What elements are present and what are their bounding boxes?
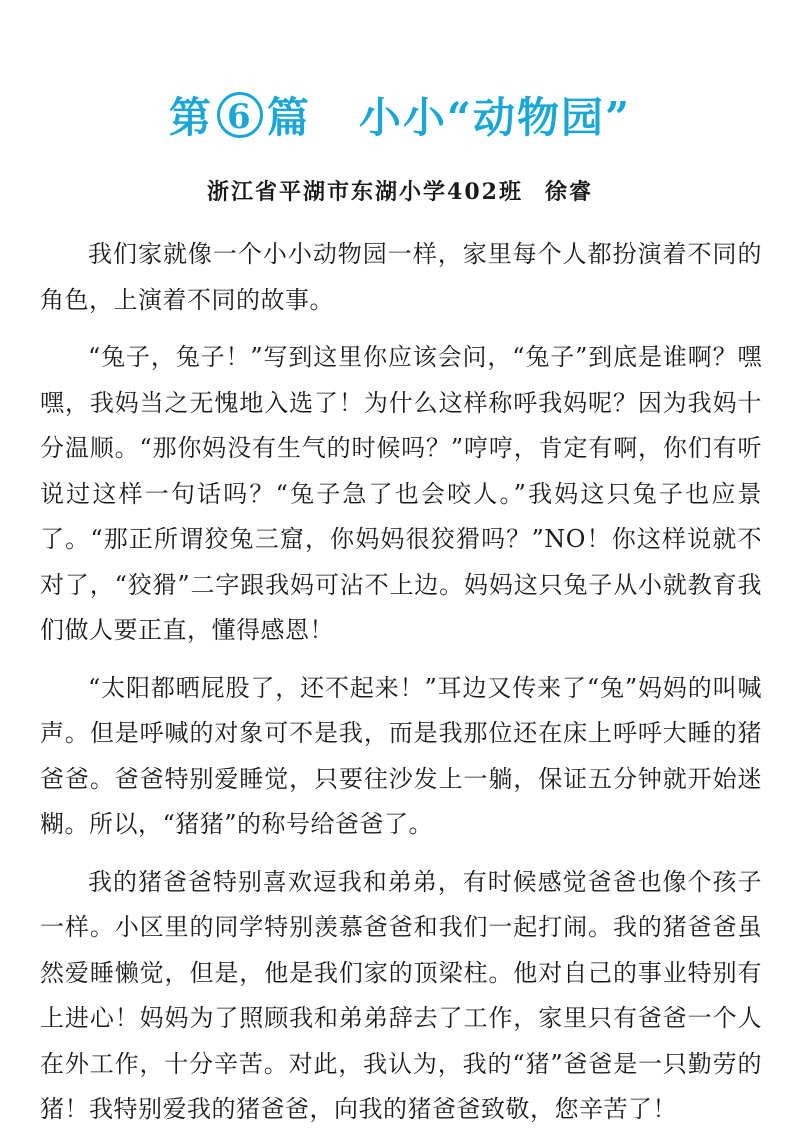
essay-title [0,88,800,148]
title-name: 小小“动物园” [358,93,632,142]
paragraph: “太阳都晒屁股了，还不起来！”耳边又传来了“兔”妈妈的叫喊声。但是呼喊的对象可不是我，而是我那位还在床上呼呼大睡的猪爸爸。爸爸特别爱睡觉，只要往沙发上一躺，保证五分钟就开始迷糊。所以，“猪猪”的称号给爸爸了。 [40,673,762,838]
title-prefix: 第 [168,93,213,142]
byline-author: 徐睿 [544,179,593,205]
chapter-number-badge: 6 [217,92,263,138]
title-suffix: 篇 [266,93,311,142]
paragraph: 我们家就像一个小小动物园一样，家里每个人都扮演着不同的角色，上演着不同的故事。 [40,240,762,314]
byline-school: 浙江省平湖市东湖小学402班 [207,179,523,205]
byline [0,176,800,208]
paragraph: 我的猪爸爸特别喜欢逗我和弟弟，有时候感觉爸爸也像个孩子一样。小区里的同学特别羡慕爸爸和我们一起打闹。我的猪爸爸虽然爱睡懒觉，但是，他是我们家的顶梁柱。他对自己的事业特别有上进心！妈妈为了照顾我和弟弟辞去了工作，家里只有爸爸一个人在外工作，十分辛苦。对此，我认为，我的“猪”爸爸是一只勤劳的猪！我特别爱我的猪爸爸，向我的猪爸爸致敬，您辛苦了！ [40,867,762,1123]
essay-body [40,232,762,1145]
paragraph: “兔子，兔子！”写到这里你应该会问，“兔子”到底是谁啊？嘿嘿，我妈当之无愧地入选了！为什么这样称呼我妈呢？因为我妈十分温顺。“那你妈没有生气的时候吗？”哼哼，肯定有啊，你们有听说过这样一句话吗？“兔子急了也会咬人。”我妈这只兔子也应景了。“那正所谓狡兔三窟，你妈妈很狡猾吗？”NO！你这样说就不对了，“狡猾”二字跟我妈可沾不上边。妈妈这只兔子从小就教育我们做人要正直，懂得感恩！ [40,343,762,644]
